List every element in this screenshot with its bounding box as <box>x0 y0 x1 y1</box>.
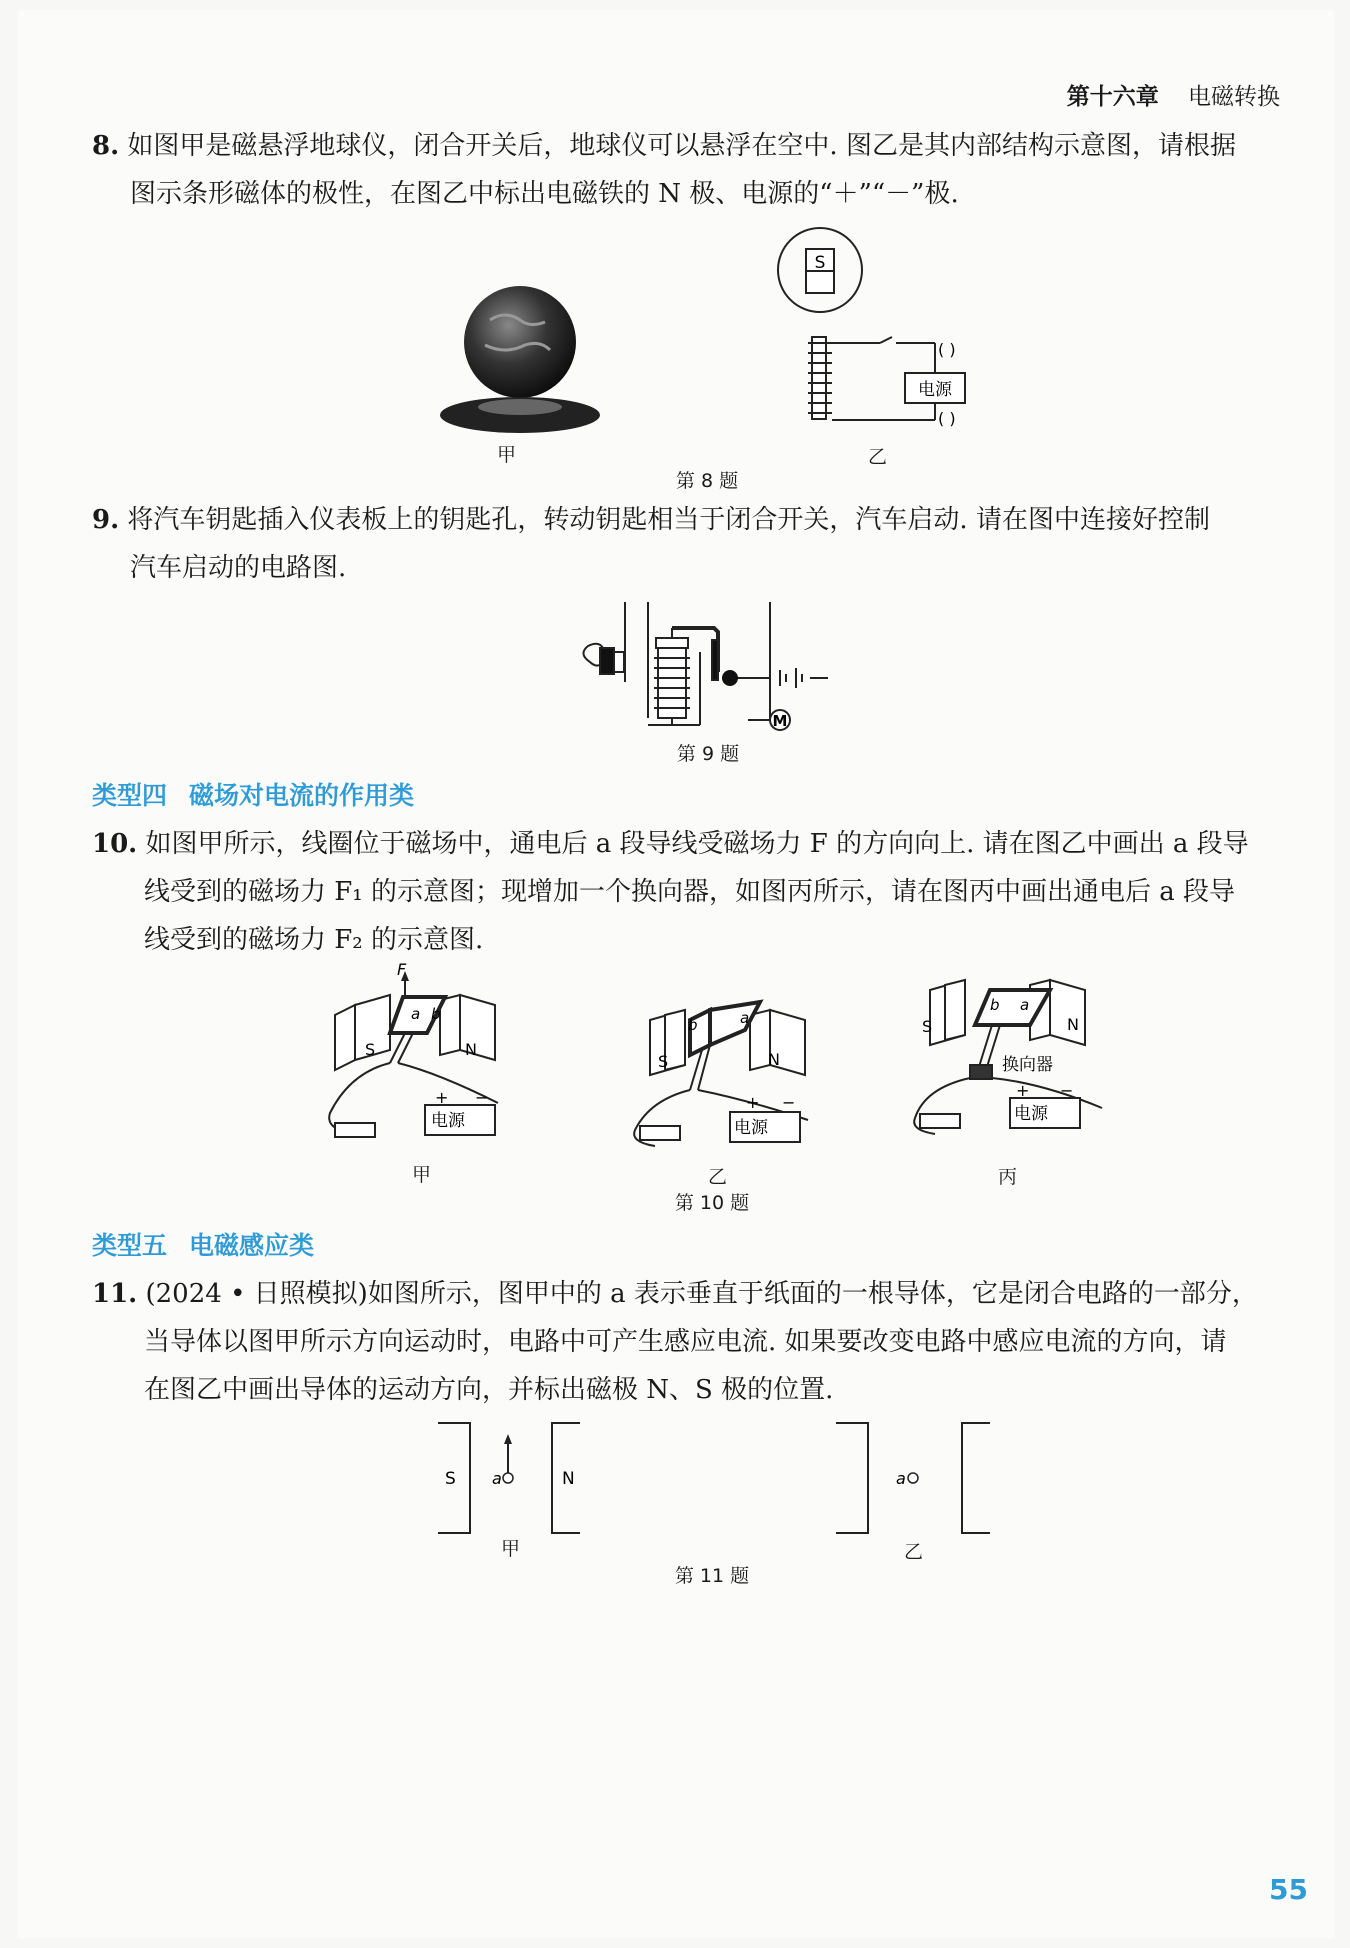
chapter-number: 第十六章 <box>1066 84 1159 110</box>
figure-label-yi: 乙 <box>904 1541 924 1563</box>
figure-label-jia: 甲 <box>497 444 517 466</box>
figure-caption: 第 9 题 <box>676 743 740 765</box>
pole-s-label: S <box>445 1469 456 1489</box>
figure-label-yi: 乙 <box>708 1166 728 1188</box>
power-label: 电源 <box>734 1118 768 1138</box>
segment-a-label: a <box>740 1009 750 1027</box>
question-number: 8. <box>92 131 120 161</box>
conductor-label: a <box>492 1469 502 1488</box>
question-text: 当导体以图甲所示方向运动时，电路中可产生感应电流. 如果要改变电路中感应电流的方向，请 <box>144 1327 1227 1357</box>
pole-n-label: N <box>768 1050 780 1069</box>
figure-caption: 第 11 题 <box>674 1565 750 1587</box>
globe-icon <box>464 286 576 398</box>
minus-label: − <box>475 1088 489 1107</box>
figure-label-yi: 乙 <box>868 446 888 468</box>
power-label: 电源 <box>1014 1104 1048 1124</box>
question-text: 在图乙中画出导体的运动方向，并标出磁极 N、S 极的位置. <box>144 1375 834 1405</box>
electromagnet-circuit-figure <box>760 225 1000 435</box>
question-text: (2024 • 日照模拟)如图所示，图甲中的 a 表示垂直于纸面的一根导体，它是闭合电路的一部分， <box>145 1279 1258 1309</box>
question-11 <box>92 1270 1286 1414</box>
figure-label-jia: 甲 <box>501 1538 521 1560</box>
figure-label-bing: 丙 <box>998 1166 1018 1188</box>
conductor-label: a <box>896 1469 906 1488</box>
switch-icon[interactable] <box>640 1126 680 1140</box>
conductor-icon <box>503 1473 513 1483</box>
motor-figure-yi <box>630 990 850 1155</box>
electromagnet-icon <box>812 337 826 419</box>
pole-s-label: S <box>922 1017 933 1036</box>
question-text: 线受到的磁场力 F₂ 的示意图. <box>144 925 484 955</box>
section-name: 磁场对电流的作用类 <box>189 781 415 810</box>
globe-figure <box>430 285 600 435</box>
question-9 <box>92 496 1286 592</box>
chapter-title: 电磁转换 <box>1188 84 1280 110</box>
question-number: 11. <box>92 1279 138 1309</box>
section-type: 类型四 <box>92 781 168 810</box>
minus-label: − <box>1060 1081 1074 1100</box>
figure-caption: 第 10 题 <box>674 1192 750 1214</box>
segment-a-label: a <box>1020 996 1030 1014</box>
page <box>18 10 1334 1938</box>
figure-caption: 第 8 题 <box>675 470 739 492</box>
plus-label: + <box>435 1088 449 1107</box>
page-number: 55 <box>1269 1873 1308 1906</box>
question-8 <box>92 122 1286 218</box>
minus-label: − <box>782 1093 796 1112</box>
pole-s-label: S <box>365 1040 376 1059</box>
answer-bracket[interactable]: ( ) <box>938 340 956 359</box>
contact-icon <box>722 670 738 686</box>
conductor-icon <box>908 1473 918 1483</box>
power-label: 电源 <box>918 380 952 400</box>
question-text: 如图甲是磁悬浮地球仪，闭合开关后，地球仪可以悬浮在空中. 图乙是其内部结构示意图，请根据 <box>127 131 1236 161</box>
motor-figure-bing <box>910 970 1130 1150</box>
question-text: 汽车启动的电路图. <box>130 553 347 583</box>
segment-b-label: b <box>431 1005 441 1023</box>
question-number: 9. <box>92 505 120 535</box>
car-starter-circuit-figure <box>570 600 850 740</box>
segment-b-label: b <box>990 996 1000 1014</box>
commutator-label: 换向器 <box>1002 1055 1053 1075</box>
question-text: 线受到的磁场力 F₁ 的示意图；现增加一个换向器，如图丙所示，请在图丙中画出通电后 a 段导 <box>144 877 1236 907</box>
pole-n-label: N <box>1067 1015 1079 1034</box>
power-label: 电源 <box>431 1111 465 1131</box>
motor-icon: M <box>772 712 788 730</box>
question-text: 如图甲所示，线圈位于磁场中，通电后 a 段导线受磁场力 F 的方向向上. 请在图乙中画出 a 段导 <box>145 829 1249 859</box>
magnet-pole-label: S <box>814 253 826 273</box>
plus-label: + <box>1016 1081 1030 1100</box>
induction-figure <box>430 1418 1000 1533</box>
figure-label-jia: 甲 <box>412 1164 432 1186</box>
pole-n-label: N <box>562 1469 575 1489</box>
segment-a-label: a <box>411 1005 421 1023</box>
answer-bracket[interactable]: ( ) <box>938 409 956 428</box>
segment-b-label: b <box>688 1016 698 1034</box>
question-10 <box>92 820 1286 964</box>
section-heading <box>92 1226 314 1262</box>
force-label: F <box>397 960 407 979</box>
section-name: 电磁感应类 <box>189 1231 315 1260</box>
commutator-icon <box>970 1065 992 1079</box>
question-number: 10. <box>92 829 138 859</box>
question-text: 将汽车钥匙插入仪表板上的钥匙孔，转动钥匙相当于闭合开关，汽车启动. 请在图中连接好控制 <box>127 505 1210 535</box>
pole-s-label: S <box>658 1052 669 1071</box>
pole-n-label: N <box>465 1040 477 1059</box>
section-type: 类型五 <box>92 1231 168 1260</box>
section-heading <box>92 776 414 812</box>
switch-icon[interactable] <box>920 1114 960 1128</box>
plus-label: + <box>746 1093 760 1112</box>
motion-arrow-icon <box>504 1434 512 1444</box>
page-header <box>1067 78 1280 111</box>
question-text: 图示条形磁体的极性，在图乙中标出电磁铁的 N 极、电源的“＋”“－”极. <box>130 179 959 209</box>
motor-figure-jia <box>315 960 535 1150</box>
switch-icon[interactable] <box>335 1123 375 1137</box>
